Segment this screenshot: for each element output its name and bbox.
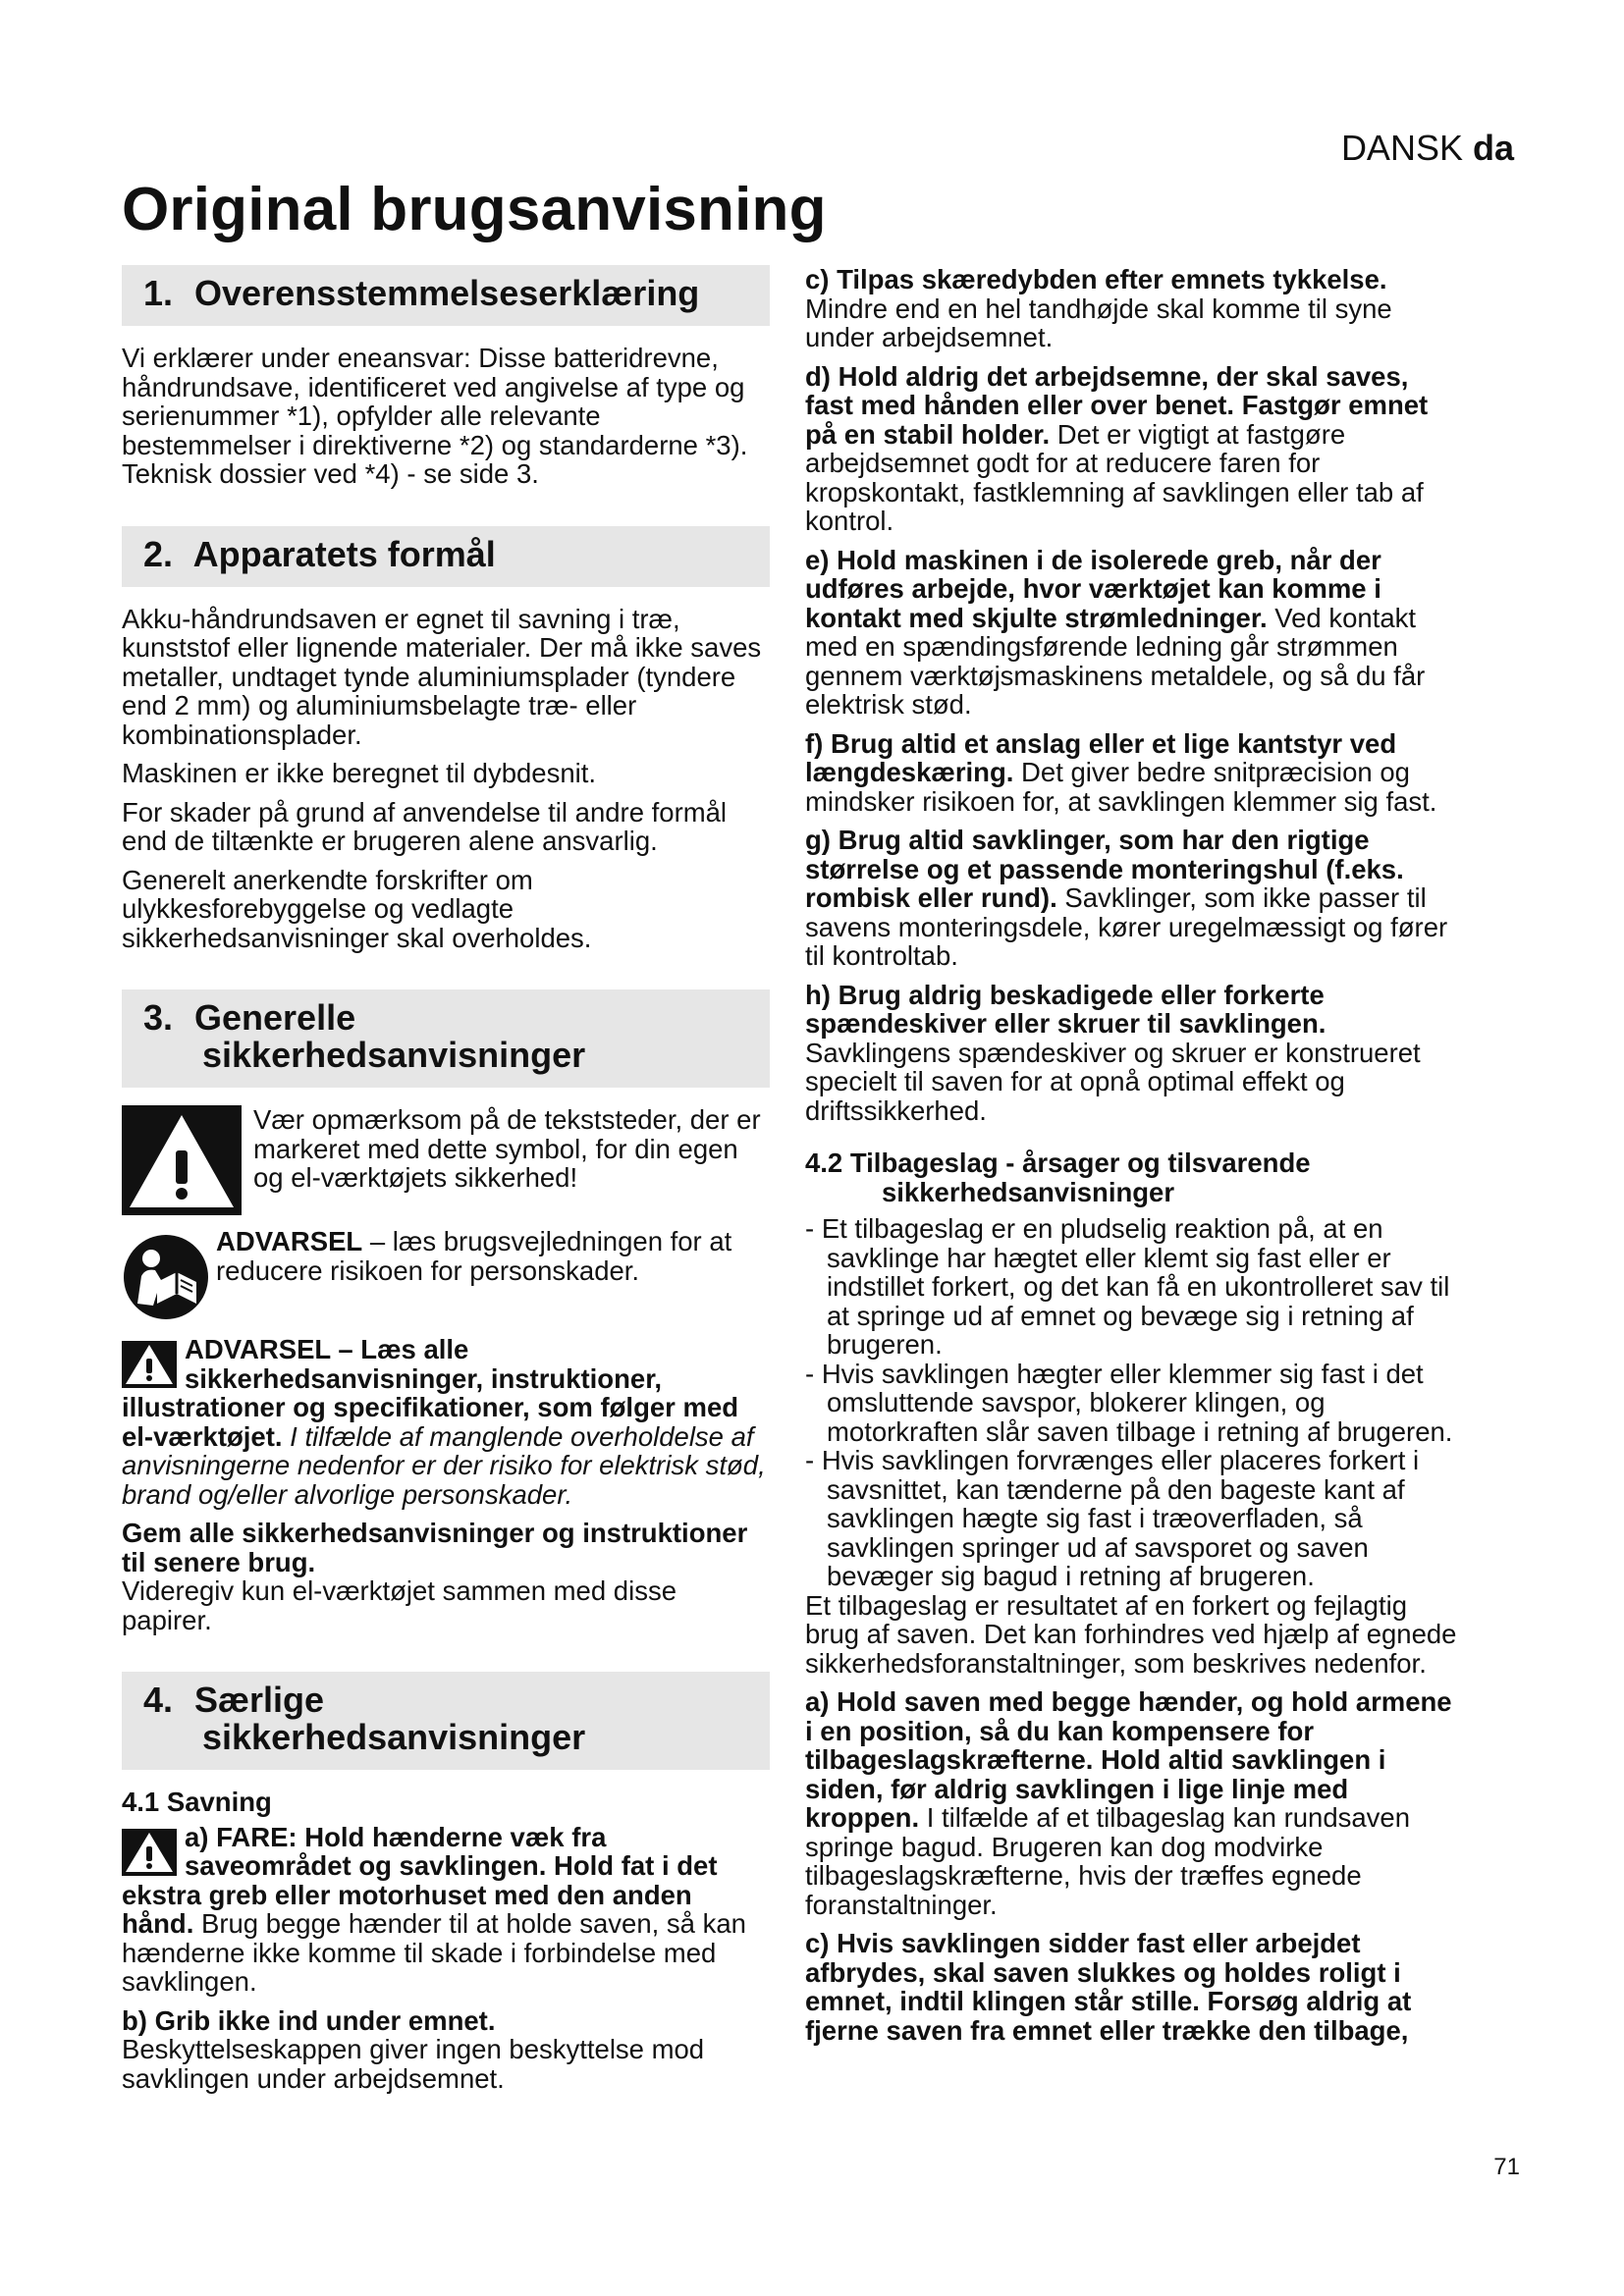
purpose-p1: Akku-håndrundsaven er egnet til savning i træ, kunststof eller lignende materialer. Der må ikke saves metaller, undtaget tynde aluminiumsplader (tyndere end 2 mm) og aluminiumsbelagte træ- eller kombinationsplader. <box>122 603 762 750</box>
section-4-title-line1: Særlige <box>194 1680 325 1720</box>
purpose-p2: Maskinen er ikke beregnet til dybdesnit. <box>122 758 597 788</box>
list-item: - Et tilbageslag er en pludselig reaktion på, at en savklinge har hægtet eller klemt sig fast eller er indstillet forkert, og det kan få en ukontrolleret sav til at springe ud af emnet og bevæge sig i retning af brugeren. <box>805 1213 1450 1360</box>
rule-d-bold: d) Hold aldrig det arbejdsemne, der skal saves, fast med hånden eller over benet. Fastgør emnet på en stabil holder. <box>805 360 1429 450</box>
rule-g-text: Savklinger, som ikke passer til savens monteringsdele, kører uregelmæssigt og fører til kontroltab. <box>805 882 1448 971</box>
section-4-heading: 4. Særlige sikkerhedsanvisninger <box>122 1672 770 1770</box>
section-3-title-line1: Generelle <box>194 997 356 1038</box>
language-code: da <box>1472 128 1514 168</box>
page-title: Original brugsanvisning <box>122 176 827 243</box>
section-1-title: Overensstemmelseserklæring <box>194 273 700 313</box>
rule-e-bold: e) Hold maskinen i de isolerede greb, når der udføres arbejde, hvor værktøjet kan komme i kontakt med skjulte strømledninger. <box>805 544 1381 633</box>
purpose-p3: For skader på grund af anvendelse til andre formål end de tiltænkte er brugeren alene ansvarlig. <box>122 796 728 856</box>
warning-read-all-italic: I tilfælde af manglende overholdelse af anvisningerne nedenfor er der risiko for elektrisk stød, brand og/eller alvorlige personskader. <box>122 1420 766 1510</box>
subsection-4-2-title: 4.2 Tilbageslag - årsager og tilsvarende sikkerhedsanvisninger <box>805 1148 1311 1207</box>
language-name: DANSK <box>1340 128 1463 168</box>
section-2-heading: 2. Apparatets formål <box>122 526 770 587</box>
rule-a-text: Brug begge hænder til at holde saven, så kan hænderne ikke komme til skade i forbindelse med savklingen. <box>122 1908 746 1997</box>
rule-g-bold: g) Brug altid savklinger, som har den rigtige størrelse og et passende monteringshul (f.eks. rombisk eller rund). <box>805 825 1404 913</box>
read-manual-note <box>122 1227 770 1321</box>
rule-b-text: Beskyttelseskappen giver ingen beskyttelse mod savklingen under arbejdsemnet. <box>122 2034 705 2094</box>
subsection-4-1-title: 4.1 Savning <box>122 1787 272 1817</box>
warning-triangle-icon <box>122 1829 177 1876</box>
language-header <box>1341 128 1514 169</box>
rule-h-bold: h) Brug aldrig beskadigede eller forkerte spændeskiver eller skruer til savklingen. <box>805 979 1326 1039</box>
keep-instructions-text: Videregiv kun el-værktøjet sammen med disse papirer. <box>122 1575 677 1635</box>
warning-symbol-note <box>122 1105 770 1215</box>
rule-d-text: Det er vigtigt at fastgøre arbejdsemnet godt for at reducere faren for kropskontakt, fastklemning af savklingen eller tab af kontrol. <box>805 418 1424 536</box>
section-3-title-line2: sikkerhedsanvisninger <box>202 1035 586 1075</box>
rule-4-1-a <box>122 1823 770 2006</box>
rule-e-text: Ved kontakt med en spændingsførende ledning går strømmen gennem værktøjsmaskinens metaldele, og så du får elektrisk stød. <box>805 602 1426 720</box>
warning-triangle-icon <box>122 1341 177 1388</box>
warning-read-all <box>122 1335 770 1519</box>
rule-c2-bold: c) Hvis savklingen sidder fast eller arbejdet afbrydes, skal saven slukkes og holdes roligt i emnet, indtil klingen står stille. Forsøg aldrig at fjerne saven fra emnet eller trække den tilbage, <box>805 1928 1412 2046</box>
right-column <box>805 265 1461 2055</box>
rule-a2-bold: a) Hold saven med begge hænder, og hold armene i en position, så du kan kompensere for tilbageslagskræfterne. Hold altid savklingen i siden, før aldrig savklingen i lige linje med kroppen. <box>805 1686 1452 1833</box>
warning-read-all-bold: ADVARSEL – Læs alle sikkerhedsanvisninger, instruktioner, illustrationer og specifikationer, som følger med el-værktøjet. <box>122 1334 739 1452</box>
rule-c-bold: c) Tilpas skæredybden efter emnets tykkelse. <box>805 264 1387 294</box>
section-2-title: Apparatets formål <box>192 533 496 574</box>
section-3-heading: 3. Generelle sikkerhedsanvisninger <box>122 989 770 1088</box>
list-item: - Hvis savklingen forvrænges eller placeres forkert i savsnittet, kan tænderne på den bageste kant af savklingen hægte sig fast i træoverfladen, så savklingen springer ud af savsporet og saven bevæger sig bagud i retning af brugeren. <box>805 1445 1420 1591</box>
kickback-summary: Et tilbageslag er resultatet af en forkert og fejlagtig brug af saven. Det kan forhindres ved hjælp af egnede sikkerhedsforanstaltninger, som beskrives nedenfor. <box>805 1589 1457 1679</box>
list-item: - Hvis savklingen hægter eller klemmer sig fast i det omsluttende savspor, blokerer klingen, og motorkraften slår saven tilbage i retning af brugeren. <box>805 1358 1453 1447</box>
warning-symbol-text: Vær opmærksom på de tekststeder, der er markeret med dette symbol, for din egen og el-værktøjets sikkerhed! <box>253 1104 761 1193</box>
advarsel-text: – læs brugsvejledningen for at reducere risikoen for personskader. <box>216 1226 732 1286</box>
rule-h-text: Savklingens spændeskiver og skruer er konstrueret specielt til saven for at opnå optimal effekt og driftssikkerhed. <box>805 1037 1421 1126</box>
rule-a-bold: a) FARE: Hold hænderne væk fra saveområdet og savklingen. Hold fat i det ekstra greb eller motorhuset med den anden hånd. <box>122 1821 718 1939</box>
section-4-title-line2: sikkerhedsanvisninger <box>202 1717 586 1757</box>
keep-instructions-bold: Gem alle sikkerhedsanvisninger og instruktioner til senere brug. <box>122 1518 748 1577</box>
page-number: 71 <box>1493 2154 1520 2180</box>
rule-a2-text: I tilfælde af et tilbageslag kan rundsaven springe bagud. Brugeren kan dog modvirke tilbageslagskræfterne, hvis der træffes egnede foranstaltninger. <box>805 1802 1411 1920</box>
read-manual-icon <box>122 1233 210 1321</box>
kickback-causes-list <box>805 1214 1461 1591</box>
rule-b-bold: b) Grib ikke ind under emnet. <box>122 2004 496 2036</box>
section-1-heading: 1. Overensstemmelseserklæring <box>122 265 770 326</box>
left-column <box>122 265 770 2103</box>
declaration-text: Vi erklærer under eneansvar: Disse batteridrevne, håndrundsave, identificeret ved angivelse af type og serienummer *1), opfylder alle relevante bestemmelser i direktiverne *2) og standarderne *3). Teknisk dossier ved *4) - se side 3. <box>122 343 748 489</box>
warning-triangle-icon <box>122 1105 242 1215</box>
rule-c-text: Mindre end en hel tandhøjde skal komme til syne under arbejdsemnet. <box>805 293 1392 352</box>
advarsel-label: ADVARSEL <box>216 1226 363 1256</box>
purpose-p4: Generelt anerkendte forskrifter om ulykkesforebyggelse og vedlagte sikkerhedsanvisninger skal overholdes. <box>122 864 592 953</box>
rule-f-text: Det giver bedre snitpræcision og mindsker risikoen for, at savklingen klemmer sig fast. <box>805 757 1437 817</box>
rule-f-bold: f) Brug altid et anslag eller et lige kantstyr ved længdeskæring. <box>805 727 1397 787</box>
